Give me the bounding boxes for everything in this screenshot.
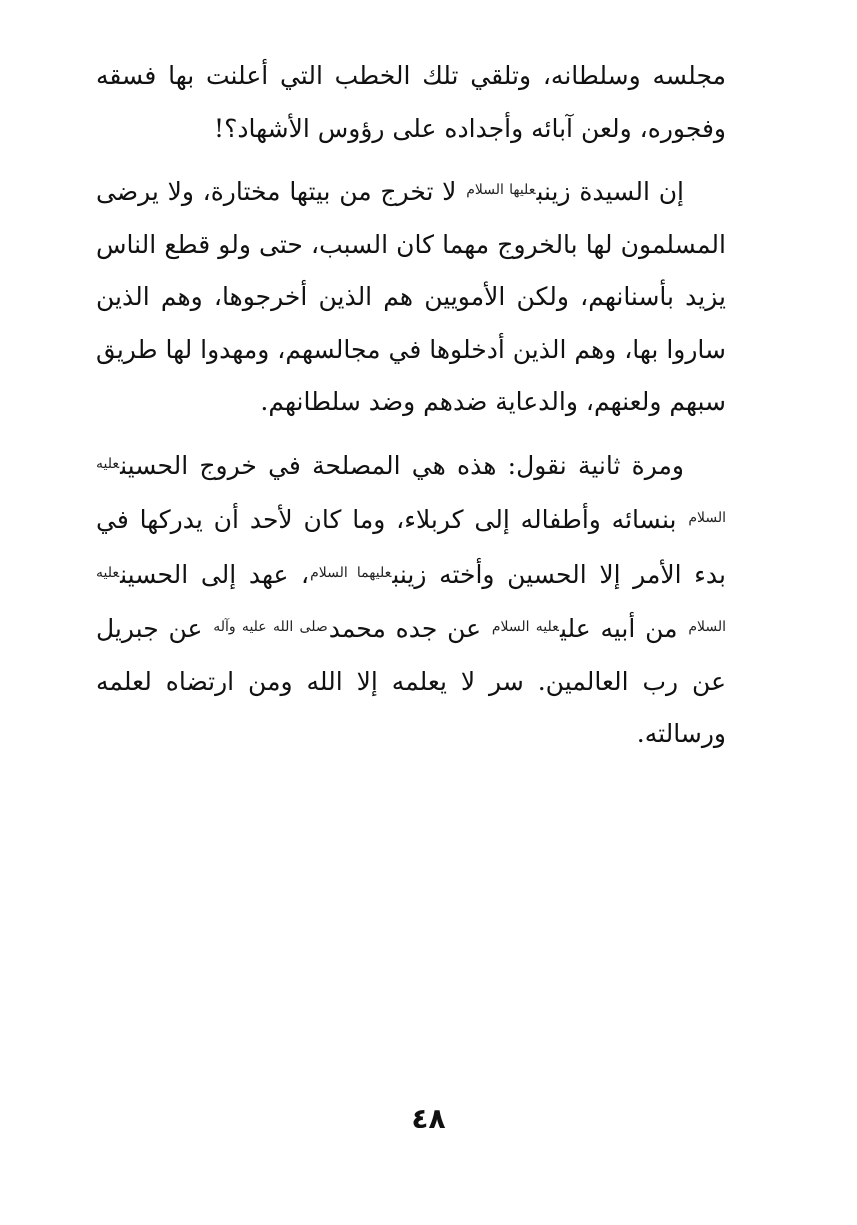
honorific-glyph: عليهما السلام [310, 564, 392, 581]
paragraph-text: عن جده محمد [328, 614, 491, 643]
text-block [96, 50, 726, 761]
paragraph-text: مجلسه وسلطانه، وتلقي تلك الخطب التي أعلنت بها فسقه وفجوره، ولعن آبائه وأجداده على رؤوس الأشهاد؟! [96, 61, 726, 143]
paragraph [96, 438, 726, 761]
paragraph-text: ومرة ثانية نقول: هذه هي المصلحة في خروج الحسين [120, 450, 684, 480]
paragraph-text: ، عهد إلى الحسين [120, 559, 310, 589]
paragraph-text: من أبيه علي [559, 614, 688, 643]
paragraph-text: عن جبريل عن رب العالمين. سر لا يعلمه إلا الله ومن ارتضاه لعلمه ورسالته. [96, 614, 726, 748]
paragraph-text: إن السيدة زينب [536, 177, 684, 206]
paragraph [96, 164, 726, 429]
paragraph [96, 50, 726, 155]
honorific-glyph: عليه السلام [96, 455, 726, 526]
paragraph-text: لا تخرج من بيتها مختارة، ولا يرضى المسلمون لها بالخروج مهما كان السبب، حتى ولو قطع الناس يزيد بأسنانهم، ولكن الأمويين هم الذين أخرجوها، وهم الذين ساروا بها، وهم الذين أدخلوها في مجالسهم، ومهدوا لها طريق سبهم ولعنهم، والدعاية ضدهم وضد سلطانهم. [96, 177, 726, 416]
honorific-glyph: عليه السلام [96, 564, 726, 635]
page-number: ٤٨ [411, 1102, 446, 1135]
honorific-glyph: عليه السلام [491, 619, 559, 635]
paragraph-text: بنسائه وأطفاله إلى كربلاء، وما كان لأحد أن يدركها في بدء الأمر إلا الحسين وأخته زينب [96, 505, 726, 589]
page-body [96, 50, 726, 761]
honorific-glyph: عليها السلام [466, 182, 536, 198]
honorific-glyph: صلى الله عليه وآله [213, 619, 328, 635]
